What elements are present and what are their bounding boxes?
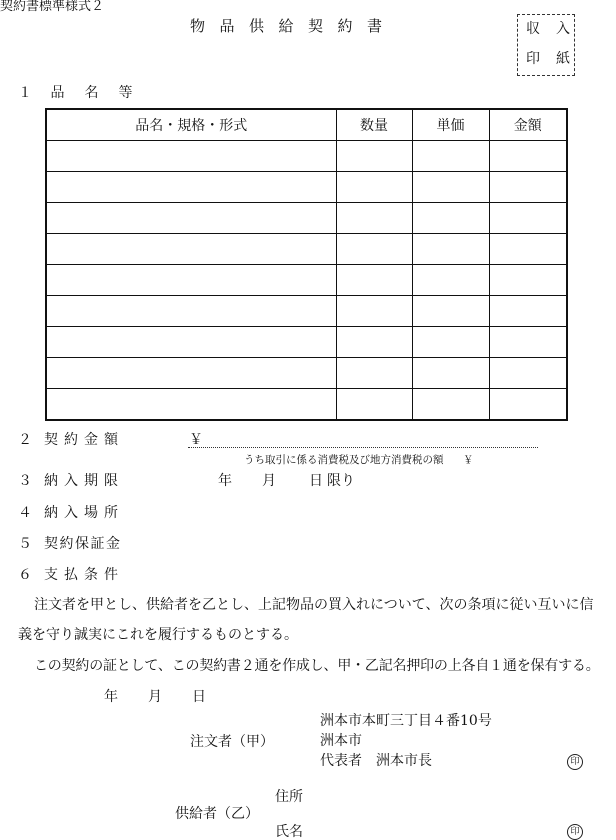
delivery-deadline-suffix: 限り: [327, 473, 355, 489]
section-4-heading: [18, 506, 124, 520]
section-3-heading: [18, 474, 124, 488]
table-cell[interactable]: [46, 203, 336, 234]
section-5-heading: [18, 537, 122, 551]
column-header-unit-price: 単価: [412, 109, 489, 141]
orderer-label: 注文者（甲）: [190, 734, 274, 750]
supplier-label: 供給者（乙）: [175, 806, 259, 822]
table-cell[interactable]: [336, 141, 412, 172]
table-cell[interactable]: [46, 234, 336, 265]
table-cell[interactable]: [412, 327, 489, 358]
table-cell[interactable]: [489, 141, 567, 172]
delivery-deadline-year: 年: [218, 473, 232, 489]
stamp-label-line1: 収入: [526, 21, 586, 37]
table-cell[interactable]: [412, 265, 489, 296]
page-title: 物品供給契約書: [190, 17, 397, 35]
contract-date-year: 年: [104, 689, 118, 705]
paragraph-2: この契約の証として、この契約書２通を作成し、甲・乙記名押印の上各自１通を保有する。: [34, 658, 600, 674]
section-6-heading: [18, 568, 124, 582]
section-number: ４: [18, 505, 32, 521]
table-row: [46, 327, 567, 358]
table-cell[interactable]: [46, 358, 336, 389]
table-cell[interactable]: [489, 327, 567, 358]
table-cell[interactable]: [412, 141, 489, 172]
paragraph-1-line-1: 注文者を甲とし、供給者を乙とし、上記物品の買入れについて、次の条項に従い互いに信: [34, 597, 594, 613]
table-cell[interactable]: [336, 234, 412, 265]
section-number: ５: [18, 536, 32, 552]
seal-icon: 印: [567, 754, 583, 770]
table-row: [46, 203, 567, 234]
column-header-quantity: 数量: [336, 109, 412, 141]
supplier-address-label: 住所: [275, 789, 303, 805]
column-header-item: 品名・規格・形式: [46, 109, 336, 141]
section-number: ６: [18, 567, 32, 583]
table-cell[interactable]: [336, 358, 412, 389]
table-cell[interactable]: [412, 358, 489, 389]
table-cell[interactable]: [336, 327, 412, 358]
table-cell[interactable]: [336, 172, 412, 203]
section-1-heading: [18, 86, 152, 100]
table-cell[interactable]: [412, 203, 489, 234]
table-cell[interactable]: [489, 358, 567, 389]
table-cell[interactable]: [46, 389, 336, 421]
section-label: 契約金額: [44, 432, 124, 448]
table-cell[interactable]: [46, 141, 336, 172]
table-row: [46, 296, 567, 327]
table-cell[interactable]: [489, 172, 567, 203]
delivery-deadline-month: 月: [262, 473, 276, 489]
table-cell[interactable]: [412, 172, 489, 203]
paragraph-1-line-2: 義を守り誠実にこれを履行するものとする。: [18, 627, 298, 643]
form-id: 契約書標準様式２: [0, 0, 105, 14]
seal-icon: 印: [567, 824, 583, 840]
section-title: 品名等: [50, 85, 153, 101]
table-row: [46, 389, 567, 421]
contract-amount-field[interactable]: [188, 447, 538, 448]
table-row: [46, 234, 567, 265]
table-cell[interactable]: [336, 203, 412, 234]
contract-date-month: 月: [148, 689, 162, 705]
tax-note: うち取引に係る消費税及び地方消費税の額: [244, 454, 444, 466]
table-cell[interactable]: [336, 389, 412, 421]
table-cell[interactable]: [489, 203, 567, 234]
table-row: [46, 358, 567, 389]
table-row: [46, 141, 567, 172]
section-number: １: [18, 85, 32, 101]
table-cell[interactable]: [46, 265, 336, 296]
table-cell[interactable]: [489, 234, 567, 265]
tax-amount-yen: ￥: [463, 454, 474, 466]
supplier-name-label: 氏名: [275, 824, 303, 840]
table-cell[interactable]: [489, 389, 567, 421]
section-2-heading: [18, 433, 124, 447]
stamp-label-line2: 印紙: [526, 51, 586, 67]
delivery-deadline-day: 日: [309, 473, 323, 489]
orderer-address: 洲本市本町三丁目４番10号: [320, 713, 492, 729]
table-cell[interactable]: [412, 389, 489, 421]
items-table: [45, 108, 568, 421]
table-header-row: [46, 109, 567, 141]
orderer-representative: 代表者 洲本市長: [320, 753, 432, 769]
section-number: ２: [18, 432, 32, 448]
table-row: [46, 172, 567, 203]
section-label: 納入場所: [44, 505, 124, 521]
contract-date-day: 日: [192, 689, 206, 705]
section-label: 契約保証金: [44, 536, 122, 552]
table-cell[interactable]: [46, 327, 336, 358]
contract-amount-yen: ￥: [189, 432, 203, 448]
table-cell[interactable]: [336, 296, 412, 327]
table-cell[interactable]: [489, 265, 567, 296]
table-row: [46, 265, 567, 296]
table-cell[interactable]: [412, 234, 489, 265]
section-label: 納入期限: [44, 473, 124, 489]
table-cell[interactable]: [489, 296, 567, 327]
table-cell[interactable]: [46, 296, 336, 327]
section-number: ３: [18, 473, 32, 489]
table-cell[interactable]: [412, 296, 489, 327]
table-cell[interactable]: [46, 172, 336, 203]
orderer-name: 洲本市: [320, 733, 362, 749]
column-header-amount: 金額: [489, 109, 567, 141]
table-cell[interactable]: [336, 265, 412, 296]
section-label: 支払条件: [44, 567, 124, 583]
